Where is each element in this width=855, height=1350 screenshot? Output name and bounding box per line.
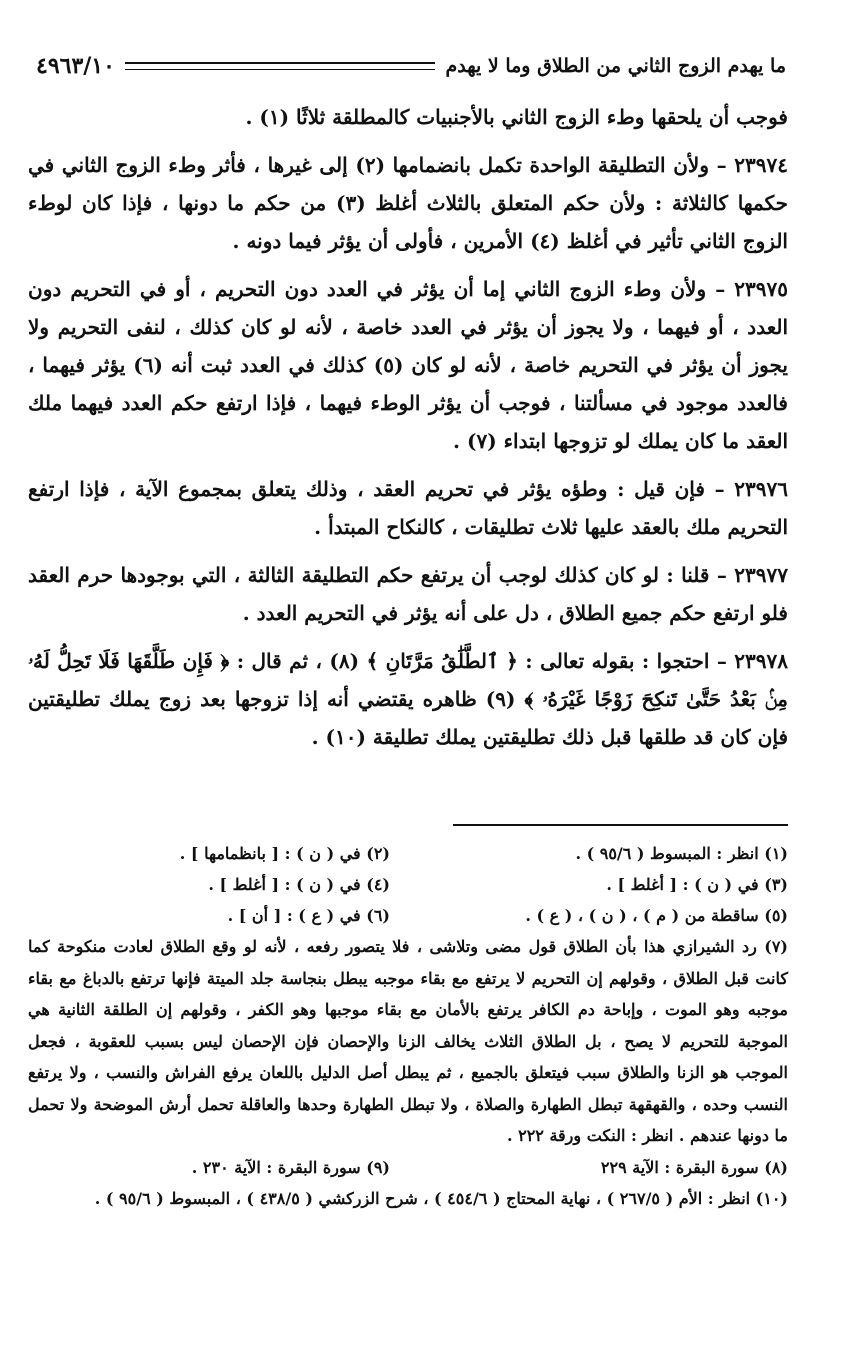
paragraph-23974: ٢٣٩٧٤ – ولأن التطليقة الواحدة تكمل بانضمامها (٢) إلى غيرها ، فأثر وطء الزوج الثاني في حكمها كالثلاثة : ولأن حكم المتعلق بالثلاث أغلظ (٣) من حكم ما دونها ، فإذا كان لوطء الزوج الثاني تأثير في أغلظ (٤) الأمرين ، فأولى أن يؤثر فيما دونه . [28, 153, 788, 253]
footnote-row [28, 869, 788, 900]
footnote-9: (٩) سورة البقرة : الآية ٢٣٠ . [191, 1157, 390, 1177]
running-header [36, 50, 786, 82]
footnote-10: (١٠) انظر : الأم ( ٢٦٧/٥ ) ، نهاية المحتاج ( ٤٥٤/٦ ) ، شرح الزركشي ( ٤٣٨/٥ ) ، المبسوط ( ٩٥/٦ ) . [94, 1188, 788, 1208]
footnote-3: (٣) في ( ن ) : [ أغلط ] . [606, 875, 788, 894]
footnote-4: (٤) في ( ن ) : [ أغلط ] . [208, 875, 390, 894]
footnote-5: (٥) ساقطة من ( م ) ، ( ن ) ، ( ع ) . [525, 906, 788, 925]
footnote-separator [453, 824, 788, 826]
footnote-6: (٦) في ( ع ) : [ أن ] . [227, 906, 390, 925]
main-text [28, 98, 788, 766]
footnote-row [28, 838, 788, 869]
footnote-1: (١) انظر : المبسوط ( ٩٥/٦ ) . [575, 844, 788, 863]
paragraph-number: ٢٣٩٧٧ [734, 563, 788, 587]
paragraph-23975: ٢٣٩٧٥ – ولأن وطء الزوج الثاني إما أن يؤثر في العدد دون التحريم ، أو في التحريم دون العدد ، أو فيهما ، ولا يجوز أن يؤثر في العدد خاصة ، لأنه لو كان كذلك ، لنفى التحريم ولا يجوز أن يؤثر في التحريم خاصة ، لأنه لو كان (٥) كذلك في العدد ثبت أنه (٦) يؤثر فيهما ، فالعدد موجود في مسألتنا ، فوجب أن يؤثر الوطء فيهما ، فإذا ارتفع حكم العدد فيهما ملك العقد ما كان يملك لو تزوجها ابتداء (٧) . [28, 277, 788, 453]
footnote-row [28, 900, 788, 931]
header-double-rule [125, 62, 436, 70]
footnote-8: (٨) سورة البقرة : الآية ٢٢٩ [600, 1157, 788, 1177]
paragraph-number: ٢٣٩٧٥ [734, 277, 788, 301]
paragraph-number: ٢٣٩٧٨ [734, 649, 788, 673]
footnote-2: (٢) في ( ن ) : [ بانظمامها ] . [179, 844, 390, 863]
paragraph-number: ٢٣٩٧٤ [734, 153, 788, 177]
page-number: ٤٩٦٣/١٠ [36, 53, 115, 79]
paragraph-23977: ٢٣٩٧٧ – قلنا : لو كان كذلك لوجب أن يرتفع حكم التطليقة الثالثة ، التي بوجودها حرم العقد فلو ارتفع حكم جميع الطلاق ، دل على أنه يؤثر في التحريم العدد . [28, 563, 788, 625]
footnote-row [28, 1152, 788, 1183]
paragraph-continuation: فوجب أن يلحقها وطء الزوج الثاني بالأجنبيات كالمطلقة ثلاثًا (١) . [245, 105, 788, 129]
running-title: ما يهدم الزوج الثاني من الطلاق وما لا يهدم [445, 55, 786, 77]
paragraph-23978: ٢٣٩٧٨ – احتجوا : بقوله تعالى : ﴿ ٱلطَّلَٰقُ مَرَّتَانِ ﴾ (٨) ، ثم قال : ﴿ فَإِن طَلَّقَهَا فَلَا تَحِلُّ لَهُۥ مِنۢ بَعْدُ حَتَّىٰ تَنكِحَ زَوْجًا غَيْرَهُۥ ﴾ (٩) ظاهره يقتضي أنه إذا تزوجها بعد زوج يملك تطليقتين فإن كان قد طلقها قبل ذلك تطليقتين يملك تطليقة (١٠) . [28, 649, 788, 749]
paragraph-23976: ٢٣٩٧٦ – فإن قيل : وطؤه يؤثر في تحريم العقد ، وذلك يتعلق بمجموع الآية ، فإذا ارتفع التحريم ملك بالعقد عليها ثلاث تطليقات ، كالنكاح المبتدأ . [28, 477, 788, 539]
footnote-7: (٧) رد الشيرازي هذا بأن الطلاق قول مضى وتلاشى ، فلا يتصور رفعه ، لأنه لو وقع الطلاق لعادت منكوحة كما كانت قبل الطلاق ، وقولهم إن التحريم لا يرتفع مع بقاء موجبه يبطل بنجاسة جلد الميتة فإنها ترتفع بالدباغ مع بقاء موجبه وهو الموت ، وإباحة دم الكافر يرتفع بالأمان مع بقاء موجبها وهو الكفر ، وقولهم إن الطلقة الثانية هي الموجبة للتحريم لا يصح ، بل الطلاق الثلاث يخالف الزنا والإحصان فإن الإحصان ليس بسبب للعقوبة ، فجعل الموجب هو الزنا والطلاق سبب فيتعلق بالجميع ، ثم يبطل أصل الدليل باللعان يرفع الفراش والنسب ، ولا يرتفع النسب وحده ، والقهقهة تبطل الطهارة والصلاة ، ولا تبطل الطهارة وحدها والعاقلة تحمل أرش الموضحة ولا تحمل ما دونها عندهم . انظر : النكت ورقة ٢٢٢ . [28, 937, 788, 1145]
paragraph-number: ٢٣٩٧٦ [734, 477, 788, 501]
footnotes [28, 838, 788, 1214]
